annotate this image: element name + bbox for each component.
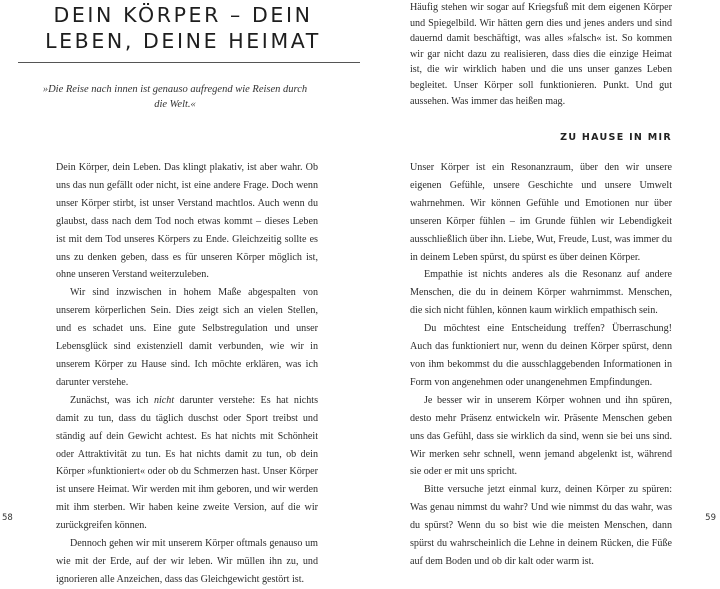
page-number-left: 58 bbox=[2, 513, 13, 523]
paragraph: Je besser wir in unserem Körper wohnen und ihn spüren, desto mehr Präsenz entwickeln wir. Präsente Menschen geben uns das Gefühl, dass sie wirklich da sind, wenn sie bei uns sind. Wir merken sehr schnell, wenn jemand abgelenkt ist, während sie oder er mit uns spricht. bbox=[410, 394, 672, 478]
left-page bbox=[0, 0, 360, 585]
paragraph: Dennoch gehen wir mit unserem Körper oftmals genauso um wie mit der Erde, auf der wir leben. Wir müllen ihn zu, und ignorieren alle Anzeichen, dass das Gleichgewicht gestört ist. bbox=[56, 538, 318, 585]
chapter-title: DEIN KÖRPER – DEIN LEBEN, DEINE HEIMAT bbox=[45, 3, 321, 53]
left-body-text bbox=[56, 159, 318, 589]
paragraph: Wir sind inzwischen in hohem Maße abgespalten von unserem körperlichen Sein. Dies zeigt sich an vielen Stellen, und es schadet uns. Eine gute Selbstregulation und unser Lebensglück sind existenziell damit verbunden, wie wir in unserem Körper zu Hause sind. Ich möchte erklären, was ich darunter verstehe. bbox=[56, 287, 318, 388]
continued-text: Häufig stehen wir sogar auf Kriegsfuß mit dem eigenen Körper und Spiegelbild. Wir hätten gern dies und jenes anders und sind dauernd damit beschäftigt, was alles »falsch« ist. So kommen wir gar nicht dazu zu realisieren, dass dies die einzige Heimat ist, die wir wirklich haben und die uns unser ganzes Leben begleitet. Unser Körper soll funktionieren. Punkt. Und gut aussehen. Was immer das heißen mag. bbox=[410, 2, 672, 107]
section-heading: ZU HAUSE IN MIR bbox=[560, 132, 672, 143]
paragraph: Bitte versuche jetzt einmal kurz, deinen Körper zu spüren: Was genau nimmst du wahr? Und wie nimmst du das wahr, was du spürst? Wenn du so bist wie die meisten Menschen, dann spürst du wahrscheinlich die Lehne in deinem Rücken, die Füße auf dem Boden und ob dir kalt oder warm ist. bbox=[410, 484, 672, 567]
right-page bbox=[360, 0, 720, 567]
title-rule bbox=[18, 62, 360, 63]
paragraph-emphasis: Zunächst, was ich nicht darunter verstehe: Es hat nichts damit zu tun, dass du täglich duschst oder Sport treibst und ständig auf dein Gewicht achtest. Es hat nichts mit Schönheit oder Attraktivität zu tun. Es hat nichts damit zu tun, ob dein Körper »funktioniert« oder ob du Schmerzen hast. Unser Körper ist unsere Heimat. Wir werden mit ihm geboren, und wir werden mit ihm sterben. Wir haben keine zweite Version, auf die wir zurückgreifen können. bbox=[56, 394, 319, 532]
epigraph-quote: »Die Reise nach innen ist genauso aufregend wie Reisen durch die Welt.« bbox=[42, 84, 308, 110]
right-body-text bbox=[410, 159, 672, 571]
paragraph: Dein Körper, dein Leben. Das klingt plakativ, ist aber wahr. Ob uns das nun gefällt oder nicht, ist eine andere Frage. Doch wenn unser Körper stirbt, ist unser Verstand machtlos. Auch wenn du glaubst, dass nach dem Tod noch etwas kommt – dieses Leben ist mit dem Tod unseres Körpers zu Ende. Gleichzeitig sollte es uns zu denken geben, dass es für unseren Körper möglich ist, ohne unseren Verstand weiterzuleben. bbox=[56, 162, 318, 281]
emphasis-word: nicht bbox=[153, 394, 175, 406]
page-number-right: 59 bbox=[705, 513, 716, 523]
paragraph: Du möchtest eine Entscheidung treffen? Überraschung! Auch das funktioniert nur, wenn du deinen Körper spürst, denn von ihm bekommst du die ausschlaggebenden Informationen in Form von angenehmen oder unangenehmen Empfindungen. bbox=[410, 323, 672, 388]
paragraph: Unser Körper ist ein Resonanzraum, über den wir unsere eigenen Gefühle, unsere Geschichte und unsere Umwelt wahrnehmen. Wir können Gefühle und Emotionen nur über unseren Körper fühlen – im Grunde fühlen wir Lebendigkeit ausschließlich über ihn. Liebe, Wut, Freude, Lust, was immer du in deinem Leben spürst, du spürst es über deinen Körper. bbox=[410, 162, 672, 263]
paragraph: Empathie ist nichts anderes als die Resonanz auf andere Menschen, die du in deinem Körper wahrnimmst. Menschen, die sich nicht fühlen, können kaum wirklich empathisch sein. bbox=[410, 269, 672, 317]
